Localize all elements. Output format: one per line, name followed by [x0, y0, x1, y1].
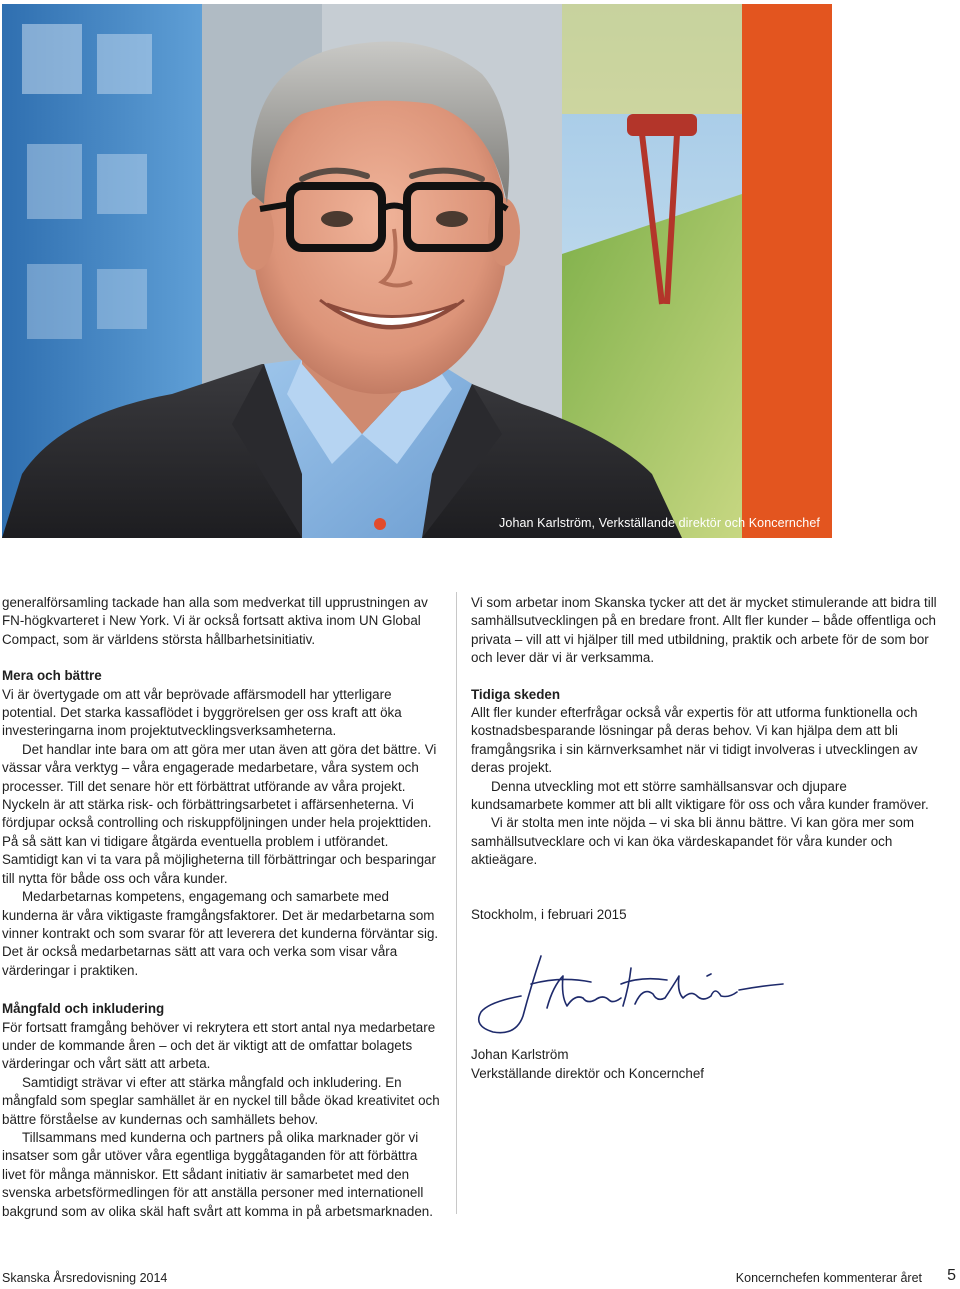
photo-caption: Johan Karlström, Verkställande direktör och Koncernchef — [499, 516, 820, 530]
handwritten-signature — [471, 946, 791, 1046]
portrait-illustration — [2, 4, 832, 538]
paragraph: generalförsamling tackade han alla som medverkat till upprustningen av FN-högkvarteret i New York. Vi är också fortsatt aktiva inom UN Global Compact, som är världens största hållbarhetsinitiativ. — [2, 595, 428, 647]
section-heading-tidiga-skeden: Tidiga skeden — [471, 686, 561, 702]
paragraph: Vi är övertygade om att vår beprövade affärsmodell har ytterligare potential. Det starka kassaflödet i byggrörelsen ger oss kraft att öka investeringarna inom projektutvecklingsverksamheterna. — [2, 686, 402, 739]
paragraph: Denna utveckling mot ett större samhällsansvar och djupare kundsamarbete kommer att bli allt viktigare för oss och våra kunder framöver. — [471, 778, 929, 813]
hero-photo — [2, 4, 832, 538]
column-divider — [456, 592, 457, 1214]
paragraph: Samtidigt strävar vi efter att stärka mångfald och inkludering. En mångfald som speglar samhället är en nyckel till både ökad kreativitet och bättre förståelse av kundernas och samhällets behov. — [2, 1074, 440, 1127]
paragraph: Medarbetarnas kompetens, engagemang och samarbete med kunderna är våra viktigaste framgångsfaktorer. Det är medarbetarna som vinner kontrakt och som svarar för att leverera det kunderna förväntar sig. Det är också medarbetarnas sätt att vara och verka som visar våra värderingar i praktiken. — [2, 889, 439, 978]
right-text-column — [471, 594, 941, 1083]
paragraph: För fortsatt framgång behöver vi rekrytera ett stort antal nya medarbetare under de kommande åren – och det är viktigt att de omfattar bolagets värderingar och vårt sätt att arbeta. — [2, 1019, 436, 1072]
paragraph: Allt fler kunder efterfrågar också vår expertis för att utforma funktionella och kostnadsbesparande lösningar på deras behov. Vi kan hjälpa dem att bli framgångsrika i sin kärnverksamhet när vi tidigt involveras i utvecklingen av deras projekt. — [471, 705, 918, 776]
left-text-column — [2, 594, 440, 1221]
signer-title: Verkställande direktör och Koncernchef — [471, 1065, 704, 1081]
paragraph: Det handlar inte bara om att göra mer utan även att göra det bättre. Vi vässar våra verktyg – våra engagerade medarbetare, våra system och processer. Till det senare hör ett förbättrat utförande av våra projekt. Nyckeln är att stärka risk- och förbättringsarbetet i affärsenheterna. Vi fördjupar också controlling och riskuppföljningen under hela projekttiden. På så sätt kan vi tidigare åtgärda eventuella problem i utförandet. Samtidigt kan vi ta vara på möjligheterna till förbättringar och besparingar till nytta för både oss och våra kunder. — [2, 741, 437, 886]
paragraph: Tillsammans med kunderna och partners på olika marknader gör vi insatser som går utöver våra egentliga byggåtaganden för att förbättra livet för många människor. Ett sådant initiativ är samarbetet med den svenska arbetsförmedlingen för att anställa personer med internationell bakgrund som av olika skäl haft svårt att komma in på arbetsmarknaden. — [2, 1129, 433, 1219]
page-number: 5 — [947, 1267, 956, 1284]
section-heading-mera-och-battre: Mera och bättre — [2, 668, 102, 684]
paragraph: Vi som arbetar inom Skanska tycker att det är mycket stimulerande att bidra till samhällsutvecklingen på en bredare front. Allt fler kunder – både offentliga och privata – vill att vi hjälper till med utbildning, praktik och arbete för de som bor och lever där vi är verksamma. — [471, 595, 937, 666]
section-heading-mangfald-och-inkludering: Mångfald och inkludering — [2, 1001, 165, 1017]
place-and-date: Stockholm, i februari 2015 — [471, 906, 627, 922]
footer-section-title: Koncernchefen kommenterar året — [735, 1271, 922, 1285]
signer-name: Johan Karlström — [471, 1047, 569, 1063]
paragraph: Vi är stolta men inte nöjda – vi ska bli ännu bättre. Vi kan göra mer som samhällsutvecklare och vi kan öka värdeskapandet för våra kunder och aktieägare. — [471, 815, 915, 868]
footer-publication-title: Skanska Årsredovisning 2014 — [2, 1271, 168, 1285]
